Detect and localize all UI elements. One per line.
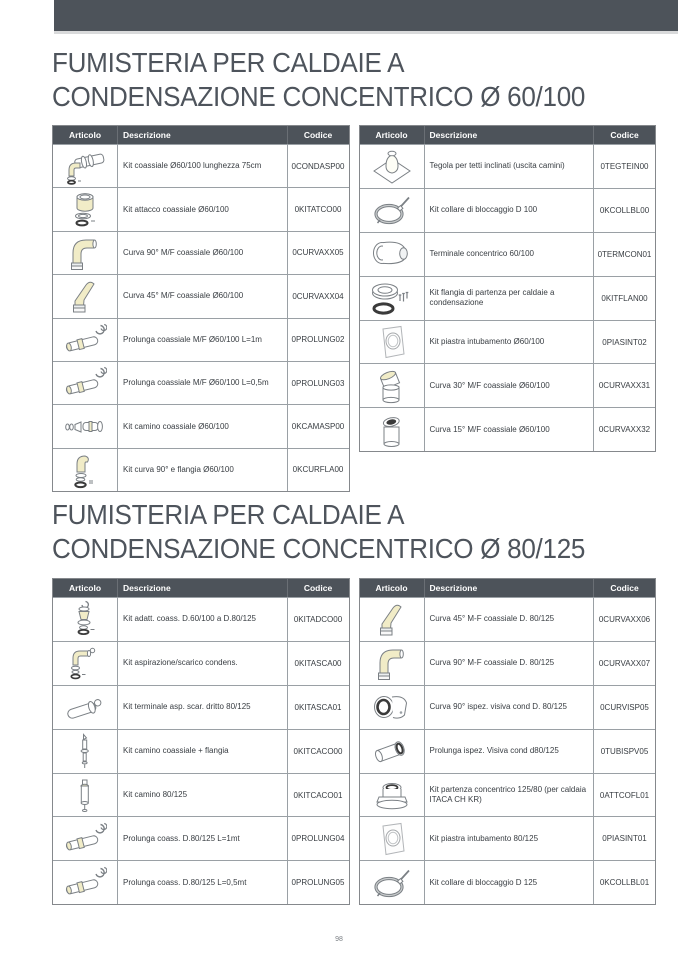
table-row: [53, 318, 349, 361]
article-image-cell: [360, 642, 424, 685]
prolunga-icon: [63, 863, 107, 903]
code-cell: [593, 861, 655, 904]
description-cell: [424, 408, 594, 451]
article-image-cell: [53, 686, 117, 729]
description-cell: [117, 362, 287, 404]
column-header-descrizione: Descrizione: [117, 579, 287, 597]
code-cell: [287, 188, 349, 230]
table-row: [360, 363, 656, 407]
description-cell: [117, 319, 287, 361]
table-row: [53, 860, 349, 904]
article-image-cell: [53, 861, 117, 904]
code-text: 0PIASINT02: [602, 337, 647, 347]
code-text: 0CURVAXX32: [598, 425, 651, 435]
code-text: 0PROLUNG05: [291, 878, 345, 888]
article-image-cell: [360, 817, 424, 860]
article-image-cell: [53, 188, 117, 230]
article-image-cell: [360, 233, 424, 276]
column-header-articolo: Articolo: [68, 583, 102, 593]
code-cell: [287, 730, 349, 773]
article-image-cell: [53, 232, 117, 274]
description-cell: [424, 817, 594, 860]
code-cell: [593, 408, 655, 451]
column-header-codice: Codice: [593, 126, 655, 144]
code-cell: [287, 774, 349, 817]
description-text: Prolunga coass. D.80/125 L=1mt: [123, 833, 240, 843]
description-cell: [424, 321, 594, 364]
code-text: 0PROLUNG02: [291, 335, 345, 345]
description-cell: [117, 145, 287, 187]
table-header-row: [53, 126, 349, 144]
terminale-dritto-icon: [63, 687, 107, 727]
table-row: [360, 860, 656, 904]
article-image-cell: [53, 730, 117, 773]
description-cell: [117, 449, 287, 491]
column-header-descrizione: Descrizione: [117, 126, 287, 144]
camino-flangia-icon: [63, 731, 107, 771]
kit-attacco-icon: [63, 190, 107, 230]
code-cell: [287, 362, 349, 404]
prolunga-ispezione-icon: [370, 731, 414, 771]
curva-90-icon: [370, 643, 414, 683]
description-text: Kit camino coassiale + flangia: [123, 746, 229, 756]
code-text: 0ATTCOFL01: [599, 790, 650, 800]
code-text: 0KCAMASP00: [291, 422, 345, 432]
code-cell: [593, 364, 655, 407]
kit-coassiale-orizzontale-icon: [63, 146, 107, 186]
code-text: 0CURVAXX06: [598, 614, 651, 624]
description-cell: [424, 774, 594, 817]
table-row: [53, 729, 349, 773]
description-text: Curva 90° M-F coassiale D. 80/125: [429, 658, 555, 668]
table-row: [53, 231, 349, 274]
prolunga-icon: [63, 363, 107, 403]
table-row: [53, 685, 349, 729]
description-cell: [117, 275, 287, 317]
code-cell: [287, 817, 349, 860]
code-cell: [593, 642, 655, 685]
description-text: Kit flangia di partenza per caldaie a condensazione: [429, 288, 555, 308]
prolunga-icon: [63, 819, 107, 859]
code-cell: [287, 275, 349, 317]
curva-15-icon: [370, 410, 414, 450]
code-cell: [287, 642, 349, 685]
article-image-cell: [360, 861, 424, 904]
tables-section-60-100: [52, 125, 656, 492]
column-header-articolo: Articolo: [375, 583, 408, 593]
table-row: [360, 144, 656, 188]
article-image-cell: [53, 598, 117, 641]
article-image-cell: [360, 730, 424, 773]
table-row: [53, 144, 349, 187]
article-image-cell: [53, 642, 117, 685]
description-cell: [117, 730, 287, 773]
description-text: Kit camino 80/125: [123, 790, 188, 799]
description-text: Kit camino coassiale Ø60/100: [123, 421, 229, 431]
section-title-line1: FUMISTERIA PER CALDAIE A: [52, 499, 405, 530]
article-image-cell: [360, 277, 424, 320]
table-row: [360, 641, 656, 685]
column-header-codice: Codice: [593, 579, 655, 597]
description-text: Terminale concentrico 60/100: [429, 249, 535, 259]
description-text: Curva 90° ispez. visiva cond D. 80/125: [429, 702, 567, 712]
code-text: 0TERMCON01: [597, 249, 652, 259]
collare-icon: [370, 190, 414, 230]
code-cell: [593, 598, 655, 641]
description-cell: [424, 730, 594, 773]
table-header-row: [360, 126, 656, 144]
terminale-icon: [370, 234, 414, 274]
description-cell: [117, 861, 287, 904]
table-row: [360, 232, 656, 276]
code-text: 0CURVAXX04: [292, 291, 344, 301]
code-cell: [593, 730, 655, 773]
description-text: Kit terminale asp. scar. dritto 80/125: [123, 702, 251, 712]
description-text: Curva 30° M/F coassiale Ø60/100: [429, 380, 550, 390]
section-title-60-100: [52, 46, 610, 114]
partenza-concentrico-icon: [370, 775, 414, 815]
top-banner: [54, 0, 678, 34]
code-cell: [287, 686, 349, 729]
table-row: [360, 597, 656, 641]
description-cell: [117, 686, 287, 729]
article-image-cell: [53, 817, 117, 860]
description-text: Kit collare di bloccaggio D 100: [429, 205, 538, 215]
column-header-codice: Codice: [287, 126, 349, 144]
curva-flangia-icon: [63, 450, 107, 490]
table-row: [53, 274, 349, 317]
description-cell: [424, 598, 594, 641]
description-text: Curva 45° M/F coassiale Ø60/100: [123, 291, 244, 301]
code-cell: [287, 598, 349, 641]
code-text: 0KITASCA00: [294, 658, 342, 668]
prolunga-icon: [63, 320, 107, 360]
kit-camino-orizzontale-icon: [63, 407, 107, 447]
code-text: 0CURVAXX07: [598, 658, 651, 668]
product-table: [359, 125, 657, 452]
article-image-cell: [360, 189, 424, 232]
camino-icon: [63, 775, 107, 815]
code-cell: [593, 189, 655, 232]
description-cell: [424, 861, 594, 904]
description-cell: [117, 405, 287, 447]
description-cell: [424, 233, 594, 276]
code-text: 0KITASCA01: [294, 702, 342, 712]
tegola-icon: [370, 146, 414, 186]
description-text: Prolunga coass. D.80/125 L=0,5mt: [123, 877, 247, 887]
description-text: Curva 45° M-F coassiale D. 80/125: [429, 614, 555, 624]
product-table: [52, 578, 350, 905]
article-image-cell: [360, 408, 424, 451]
code-text: 0CONDASP00: [291, 161, 345, 171]
table-row: [360, 320, 656, 364]
description-cell: [424, 686, 594, 729]
curva-90-icon: [63, 233, 107, 273]
section-title-80-125: [52, 498, 610, 566]
article-image-cell: [360, 321, 424, 364]
table-row: [360, 773, 656, 817]
description-text: Tegola per tetti inclinati (uscita camini): [429, 161, 565, 171]
table-row: [360, 685, 656, 729]
code-text: 0PIASINT01: [602, 834, 647, 844]
code-text: 0TEGTEIN00: [600, 161, 649, 171]
table-row: [53, 404, 349, 447]
table-row: [53, 641, 349, 685]
description-cell: [117, 642, 287, 685]
article-image-cell: [360, 364, 424, 407]
description-cell: [424, 642, 594, 685]
description-cell: [117, 188, 287, 230]
column-header-articolo: Articolo: [68, 130, 102, 140]
table-header-row: [360, 579, 656, 597]
code-cell: [593, 817, 655, 860]
description-text: Kit attacco coassiale Ø60/100: [123, 204, 229, 214]
description-cell: [117, 598, 287, 641]
description-cell: [424, 145, 594, 188]
product-table: [52, 125, 350, 492]
section-title-line1: FUMISTERIA PER CALDAIE A: [52, 47, 405, 78]
curva-ispezione-icon: [370, 687, 414, 727]
page-number: 98: [335, 936, 343, 943]
description-text: Kit piastra intubamento 80/125: [429, 833, 539, 843]
column-header-descrizione: Descrizione: [424, 579, 594, 597]
description-text: Kit collare di bloccaggio D 125: [429, 877, 538, 887]
table-row: [360, 729, 656, 773]
description-cell: [424, 277, 594, 320]
description-cell: [117, 774, 287, 817]
code-text: 0KITADCO00: [293, 614, 343, 624]
description-cell: [117, 817, 287, 860]
code-text: 0KCOLLBL01: [599, 878, 650, 888]
code-text: 0KITATCO00: [294, 205, 342, 215]
code-cell: [287, 405, 349, 447]
code-text: 0KITCACO01: [293, 790, 343, 800]
curva-45-icon: [63, 276, 107, 316]
code-text: 0KCURFLA00: [292, 465, 344, 475]
table-row: [53, 448, 349, 491]
code-text: 0CURVISP05: [600, 702, 649, 712]
code-text: 0KITFLAN00: [601, 293, 648, 303]
description-text: Curva 15° M/F coassiale Ø60/100: [429, 424, 550, 434]
code-text: 0KCOLLBL00: [599, 205, 650, 215]
table-row: [360, 276, 656, 320]
table-row: [53, 773, 349, 817]
code-text: 0TUBISPV05: [600, 746, 649, 756]
code-text: 0CURVAXX31: [598, 381, 651, 391]
article-image-cell: [360, 598, 424, 641]
article-image-cell: [360, 774, 424, 817]
code-cell: [593, 277, 655, 320]
code-cell: [593, 145, 655, 188]
code-text: 0PROLUNG03: [291, 378, 345, 388]
section-title-line2: CONDENSAZIONE CONCENTRICO Ø 80/125: [52, 533, 586, 564]
piastra-icon: [370, 819, 414, 859]
article-image-cell: [53, 362, 117, 404]
code-text: 0CURVAXX05: [292, 248, 344, 258]
description-text: Kit adatt. coass. D.60/100 a D.80/125: [123, 614, 256, 624]
description-cell: [117, 232, 287, 274]
description-text: Prolunga coassiale M/F Ø60/100 L=1m: [123, 334, 262, 344]
article-image-cell: [53, 319, 117, 361]
code-cell: [287, 861, 349, 904]
code-cell: [287, 319, 349, 361]
table-row: [53, 361, 349, 404]
code-cell: [287, 232, 349, 274]
description-cell: [424, 189, 594, 232]
description-text: Kit piastra intubamento Ø60/100: [429, 337, 545, 346]
description-text: Curva 90° M/F coassiale Ø60/100: [123, 247, 244, 257]
article-image-cell: [360, 145, 424, 188]
code-cell: [287, 449, 349, 491]
article-image-cell: [53, 405, 117, 447]
table-row: [360, 816, 656, 860]
article-image-cell: [53, 774, 117, 817]
description-text: Kit aspirazione/scarico condens.: [123, 658, 238, 668]
description-text: Kit coassiale Ø60/100 lunghezza 75cm: [123, 161, 262, 171]
column-header-articolo: Articolo: [375, 130, 408, 140]
description-text: Kit partenza concentrico 125/80 (per caldaia ITACA CH KR): [429, 785, 587, 804]
code-cell: [593, 686, 655, 729]
table-row: [53, 816, 349, 860]
article-image-cell: [360, 686, 424, 729]
article-image-cell: [53, 275, 117, 317]
collare-icon: [370, 863, 414, 903]
description-text: Kit curva 90° e flangia Ø60/100: [123, 464, 234, 474]
section-title-line2: CONDENSAZIONE CONCENTRICO Ø 60/100: [52, 81, 586, 112]
code-text: 0PROLUNG04: [291, 834, 345, 844]
piastra-icon: [370, 322, 414, 362]
code-cell: [287, 145, 349, 187]
code-text: 0KITCACO00: [293, 746, 343, 756]
flangia-icon: [370, 278, 414, 318]
table-row: [53, 187, 349, 230]
curva-30-icon: [370, 366, 414, 406]
table-row: [53, 597, 349, 641]
aspirazione-icon: [63, 643, 107, 683]
curva-45-icon: [370, 599, 414, 639]
table-row: [360, 407, 656, 451]
article-image-cell: [53, 145, 117, 187]
description-cell: [424, 364, 594, 407]
product-table: [359, 578, 657, 905]
table-header-row: [53, 579, 349, 597]
code-cell: [593, 233, 655, 276]
description-text: Prolunga ispez. Visiva cond d80/125: [429, 746, 559, 756]
column-header-codice: Codice: [287, 579, 349, 597]
column-header-descrizione: Descrizione: [424, 126, 594, 144]
code-cell: [593, 774, 655, 817]
article-image-cell: [53, 449, 117, 491]
tables-section-80-125: [52, 578, 656, 905]
code-cell: [593, 321, 655, 364]
table-row: [360, 188, 656, 232]
adattatore-icon: [63, 599, 107, 639]
description-text: Prolunga coassiale M/F Ø60/100 L=0,5m: [123, 378, 269, 388]
